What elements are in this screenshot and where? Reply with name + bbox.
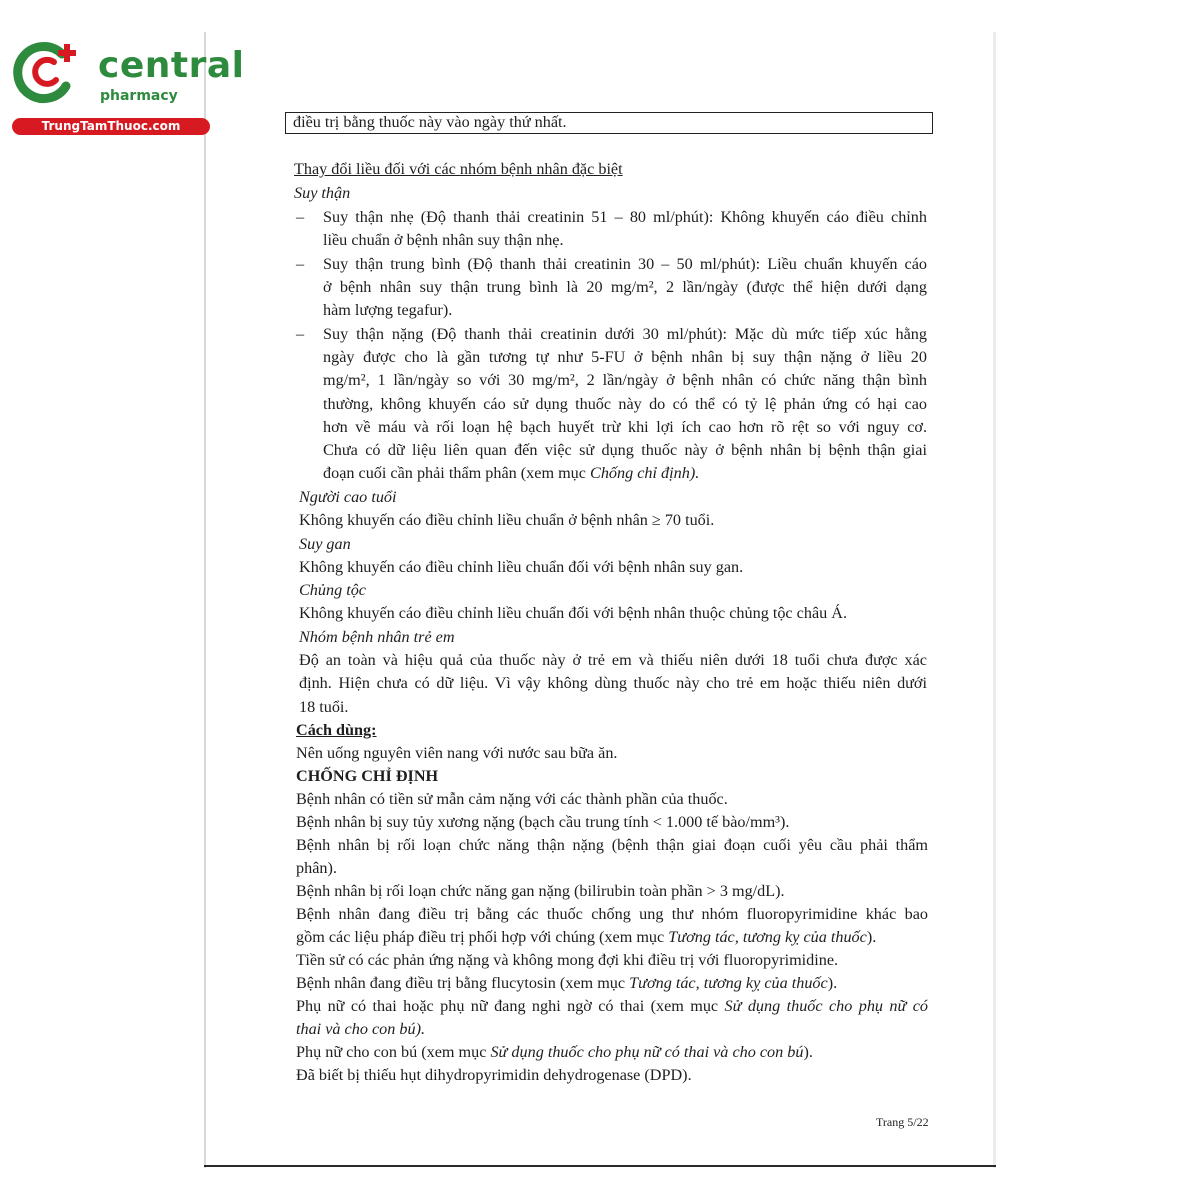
contra-line-8a (296, 996, 928, 1016)
renal-mild-line-2: liều chuẩn ở bệnh nhân suy thận nhẹ. (323, 231, 564, 249)
cross-reference: Sử dụng thuốc cho phụ nữ có (724, 997, 928, 1015)
brand-subtitle: pharmacy (100, 88, 178, 104)
renal-mild-line-1: Suy thận nhẹ (Độ thanh thải creatinin 51 – 80 ml/phút): Không khuyến cáo điều chỉnh (323, 208, 927, 226)
hepatic-heading: Suy gan (299, 535, 351, 553)
pediatric-heading: Nhóm bệnh nhân trẻ em (299, 628, 455, 646)
renal-severe-line-3: mg/m², 1 lần/ngày so với 30 mg/m², 2 lần/ngày ở bệnh nhân có chức năng thận bình (323, 371, 927, 389)
renal-severe-line-7 (323, 463, 699, 483)
brand-url-badge[interactable]: TrungTamThuoc.com (12, 118, 210, 135)
text-span: ). (827, 974, 838, 992)
contra-line-10: Đã biết bị thiếu hụt dihydropyrimidin dehydrogenase (DPD). (296, 1066, 692, 1084)
contra-line-5a: Bệnh nhân đang điều trị bằng các thuốc chống ung thư nhóm fluoropyrimidine khác bao (296, 905, 928, 923)
text-span: gồm các liệu pháp điều trị phối hợp với chúng (xem mục (296, 928, 669, 946)
contra-line-2: Bệnh nhân bị suy tủy xương nặng (bạch cầu trung tính < 1.000 tế bào/mm³). (296, 813, 790, 831)
elderly-heading: Người cao tuổi (299, 488, 397, 506)
text-span: Phụ nữ có thai hoặc phụ nữ đang nghi ngờ có thai (xem mục (296, 997, 725, 1015)
cross-reference: Sử dụng thuốc cho phụ nữ có thai và cho con bú (490, 1043, 804, 1061)
renal-severe-line-4: thường, không khuyến cáo sử dụng thuốc này do có thể có tỷ lệ phản ứng có hại cao (323, 395, 927, 413)
text-span: ). (866, 928, 877, 946)
cross-reference: Tương tác, tương kỵ của thuốc (668, 928, 867, 946)
text-span: đoạn cuối cần phải thẩm phân (xem mục (323, 464, 591, 482)
pediatric-line-1: Độ an toàn và hiệu quả của thuốc này ở trẻ em và thiếu niên dưới 18 tuổi chưa được xác (299, 651, 927, 669)
page-number: Trang 5/22 (876, 1115, 929, 1129)
contra-line-7 (296, 973, 837, 993)
renal-moderate-line-2: ở bệnh nhân suy thận trung bình là 20 mg/m², 2 lần/ngày (được thể hiện dưới dạng (323, 278, 927, 296)
cross-reference: Tương tác, tương kỵ của thuốc (629, 974, 828, 992)
renal-severe-line-6: Chưa có dữ liệu liên quan đến việc sử dụng thuốc này ở bệnh nhân bị bệnh thận giai (323, 441, 927, 459)
contraindications-heading: CHỐNG CHỈ ĐỊNH (296, 767, 439, 785)
contra-line-3a: Bệnh nhân bị rối loạn chức năng thận nặng (bệnh thận giai đoạn cuối yêu cầu phải thẩm (296, 836, 928, 854)
contra-line-9 (296, 1042, 813, 1062)
text-span: ). (803, 1043, 813, 1061)
text-span: Phụ nữ cho con bú (xem mục (296, 1043, 491, 1061)
renal-heading: Suy thận (294, 184, 351, 202)
usage-text: Nên uống nguyên viên nang với nước sau bữa ăn. (296, 744, 618, 762)
contra-line-4: Bệnh nhân bị rối loạn chức năng gan nặng (bilirubin toàn phần > 3 mg/dL). (296, 882, 785, 900)
section-title: Thay đổi liều đối với các nhóm bệnh nhân đặc biệt (294, 160, 623, 178)
contra-line-5b (296, 927, 876, 947)
list-dash: – (296, 325, 305, 343)
usage-heading: Cách dùng: (296, 721, 377, 739)
contra-line-1: Bệnh nhân có tiền sử mẫn cảm nặng với các thành phần của thuốc. (296, 790, 728, 808)
text-span: Bệnh nhân đang điều trị bằng flucytosin (xem mục (296, 974, 630, 992)
race-heading: Chủng tộc (299, 581, 366, 599)
contra-line-3b: phân). (296, 859, 337, 877)
renal-moderate-line-1: Suy thận trung bình (Độ thanh thải creatinin 30 – 50 ml/phút): Liều chuẩn khuyến cáo (323, 255, 927, 273)
renal-severe-line-2: ngày được cho là gần tương tự như 5-FU ở bệnh nhân bị suy thận nặng ở liều 20 (323, 348, 927, 366)
list-dash: – (296, 255, 305, 273)
renal-moderate-line-3: hàm lượng tegafur). (323, 301, 453, 319)
contra-line-6: Tiền sử có các phản ứng nặng và không mong đợi khi điều trị với fluoropyrimidine. (296, 951, 839, 969)
renal-severe-line-5: hơn về máu và rối loạn hệ bạch huyết trừ khi lợi ích cao hơn rõ rệt so với nguy cơ. (323, 418, 927, 436)
pediatric-line-3: 18 tuổi. (299, 698, 349, 716)
race-text: Không khuyến cáo điều chỉnh liều chuẩn đối với bệnh nhân thuộc chủng tộc châu Á. (299, 604, 848, 622)
pediatric-line-2: định. Hiện chưa có dữ liệu. Vì vậy không dùng thuốc này cho trẻ em hoặc thiếu niên dưới (299, 674, 927, 692)
boxed-note: điều trị bằng thuốc này vào ngày thứ nhất. (285, 112, 933, 134)
brand-name: central (98, 45, 245, 86)
contra-line-8b: thai và cho con bú). (296, 1020, 426, 1038)
list-dash: – (296, 208, 305, 226)
renal-severe-line-1: Suy thận nặng (Độ thanh thải creatinin dưới 30 ml/phút): Mặc dù mức tiếp xúc hằng (323, 325, 927, 343)
hepatic-text: Không khuyến cáo điều chỉnh liều chuẩn đối với bệnh nhân suy gan. (299, 558, 744, 576)
cross-reference: Chống chỉ định). (590, 464, 700, 482)
elderly-text: Không khuyến cáo điều chỉnh liều chuẩn ở bệnh nhân ≥ 70 tuổi. (299, 511, 715, 529)
